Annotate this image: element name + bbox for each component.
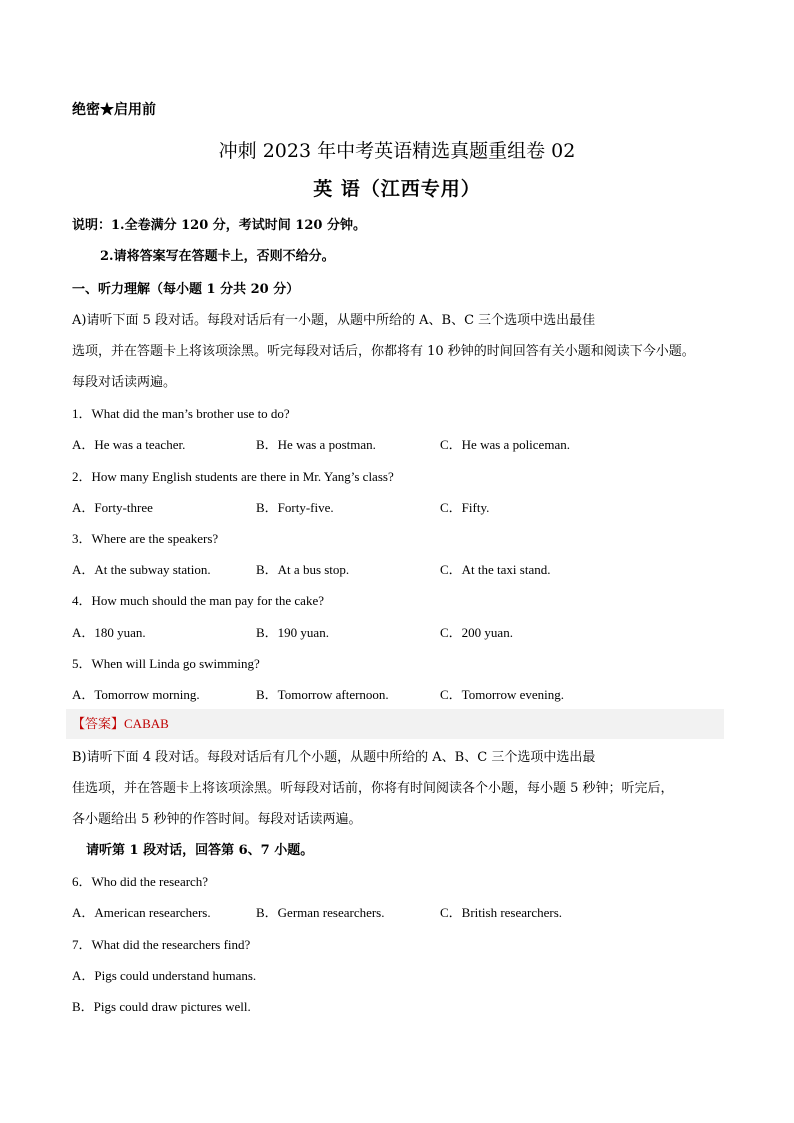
question-6: 6．Who did the research? xyxy=(72,874,209,889)
q3-option-b: B．At a bus stop. xyxy=(256,562,350,577)
answer-bar xyxy=(66,709,724,739)
q2-option-b: B．Forty-five. xyxy=(256,500,334,515)
q1-option-c: C．He was a policeman. xyxy=(440,437,570,452)
question-1: 1．What did the man’s brother use to do? xyxy=(72,406,290,421)
part-b-instruction-2: 佳选项，并在答题卡上将该项涂黑。听每段对话前，你将有时间阅读各个小题，每小题 5 秒钟；听完后， xyxy=(72,781,674,796)
part-b-instruction-1: B)请听下面 4 段对话。每段对话后有几个小题，从题中所给的 A、B、C 三个选项中选出最 xyxy=(72,750,596,765)
question-5: 5．When will Linda go swimming? xyxy=(72,656,260,671)
note-line-1: 说明：1.全卷满分 120 分，考试时间 120 分钟。 xyxy=(72,218,366,233)
q3-option-c: C．At the taxi stand. xyxy=(440,562,551,577)
q7-option-b: B．Pigs could draw pictures well. xyxy=(72,999,251,1014)
answer-line xyxy=(72,716,169,733)
confidential-label: 绝密★启用前 xyxy=(72,102,156,118)
q2-option-a: A．Forty-three xyxy=(72,500,153,515)
note-line-2: 2.请将答案写在答题卡上，否则不给分。 xyxy=(100,249,335,264)
q2-option-c: C．Fifty. xyxy=(440,500,490,515)
part-b-sub-instruction: 请听第 1 段对话，回答第 6、7 小题。 xyxy=(86,843,314,858)
q5-option-b: B．Tomorrow afternoon. xyxy=(256,687,389,702)
answer-value: CABAB xyxy=(124,716,169,731)
q6-option-a: A．American researchers. xyxy=(72,905,211,920)
q3-option-a: A．At the subway station. xyxy=(72,562,211,577)
q4-option-c: C．200 yuan. xyxy=(440,625,513,640)
q4-option-b: B．190 yuan. xyxy=(256,625,329,640)
q4-option-a: A．180 yuan. xyxy=(72,625,146,640)
q5-option-c: C．Tomorrow evening. xyxy=(440,687,565,702)
q1-option-b: B．He was a postman. xyxy=(256,437,376,452)
q1-option-a: A．He was a teacher. xyxy=(72,437,186,452)
q7-option-a: A．Pigs could understand humans. xyxy=(72,968,257,983)
question-7: 7．What did the researchers find? xyxy=(72,937,251,952)
q6-option-b: B．German researchers. xyxy=(256,905,385,920)
exam-title: 冲刺 2023 年中考英语精选真题重组卷 02 xyxy=(218,140,576,162)
q5-option-a: A．Tomorrow morning. xyxy=(72,687,200,702)
part-b-instruction-3: 各小题给出 5 秒钟的作答时间。每段对话读两遍。 xyxy=(72,812,362,827)
question-3: 3．Where are the speakers? xyxy=(72,531,219,546)
part-a-instruction-3: 每段对话读两遍。 xyxy=(72,375,177,390)
exam-subtitle: 英 语（江西专用） xyxy=(313,178,481,200)
q6-option-c: C．British researchers. xyxy=(440,905,563,920)
question-4: 4．How much should the man pay for the cake? xyxy=(72,593,324,608)
part-a-instruction-2: 选项，并在答题卡上将该项涂黑。听完每段对话后，你都将有 10 秒钟的时间回答有关小题和阅读下今小题。 xyxy=(72,344,695,359)
part-a-instruction-1: A)请听下面 5 段对话。每段对话后有一小题，从题中所给的 A、B、C 三个选项中选出最佳 xyxy=(72,313,596,328)
question-2: 2．How many English students are there in Mr. Yang’s class? xyxy=(72,469,394,484)
answer-tag: 【答案】 xyxy=(72,717,125,732)
section-heading-listening: 一、听力理解（每小题 1 分共 20 分） xyxy=(72,282,300,297)
